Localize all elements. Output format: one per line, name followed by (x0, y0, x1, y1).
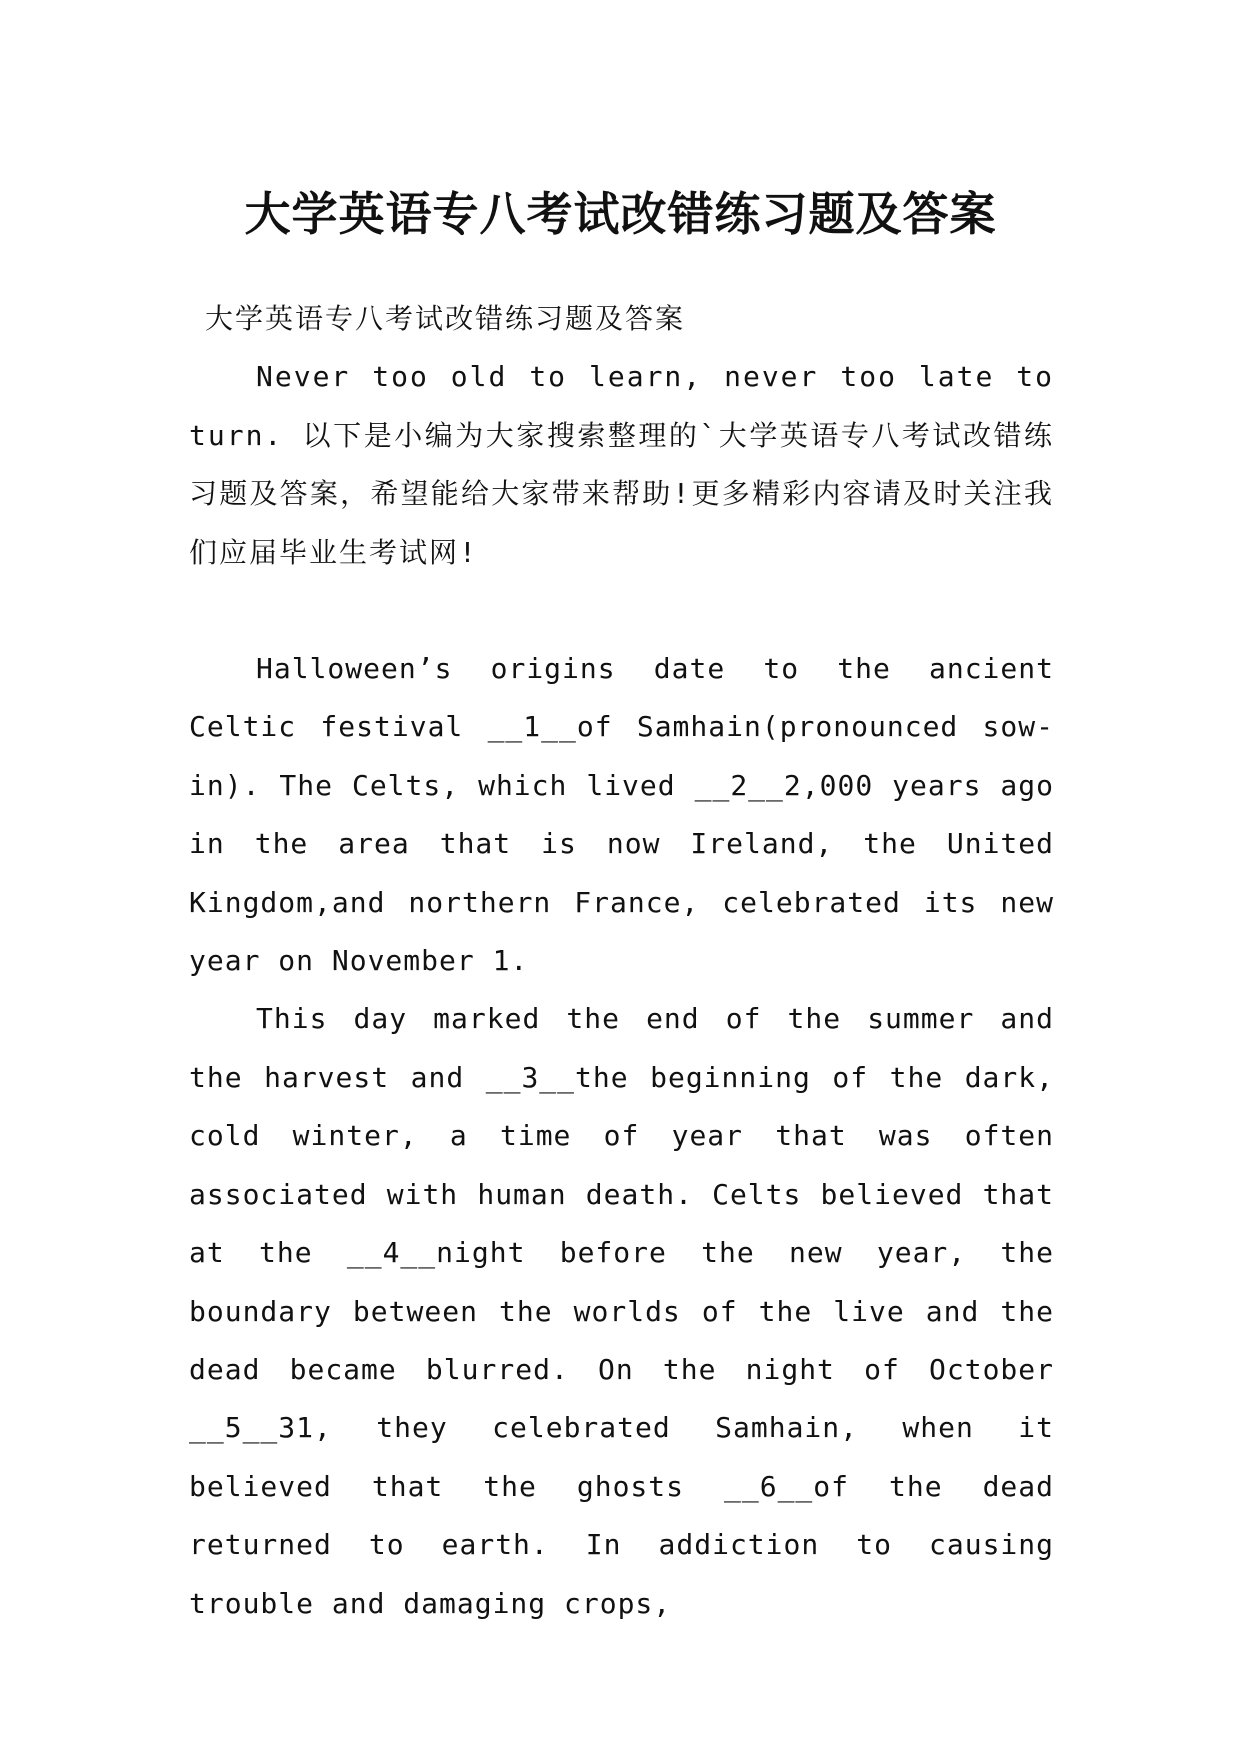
document-title: 大学英语专八考试改错练习题及答案 (244, 186, 997, 241)
passage-paragraph-2: This day marked the end of the summer and the harvest and __3__the beginning of the dark, cold winter, a time of year that was often associated with human death. Celts believed that at the __4__night before the new year, the boundary between the worlds of the live and the dead became blurred. On the night of October __5__31, they celebrated Samhain, when it believed that the ghosts __6__of the dead returned to earth. In addiction to causing trouble and damaging crops, (189, 1002, 1054, 1620)
document-subtitle: 大学英语专八考试改错练习题及答案 (205, 302, 686, 335)
paragraph-spacer (189, 582, 1054, 640)
intro-paragraph: Never too old to learn, never too late to turn. 以下是小编为大家搜索整理的`大学英语专八考试改错练习题及答案，希望能给大家带来帮助!更多精彩内容请及时关注我们应届毕业生考试网! (189, 360, 1054, 569)
document-body (189, 290, 1054, 1633)
passage-paragraph-1: Halloween’s origins date to the ancient Celtic festival __1__of Samhain(pronounced sow-in). The Celts, which lived __2__2,000 years ago in the area that is now Ireland, the United Kingdom,and northern France, celebrated its new year on November 1. (189, 652, 1054, 978)
